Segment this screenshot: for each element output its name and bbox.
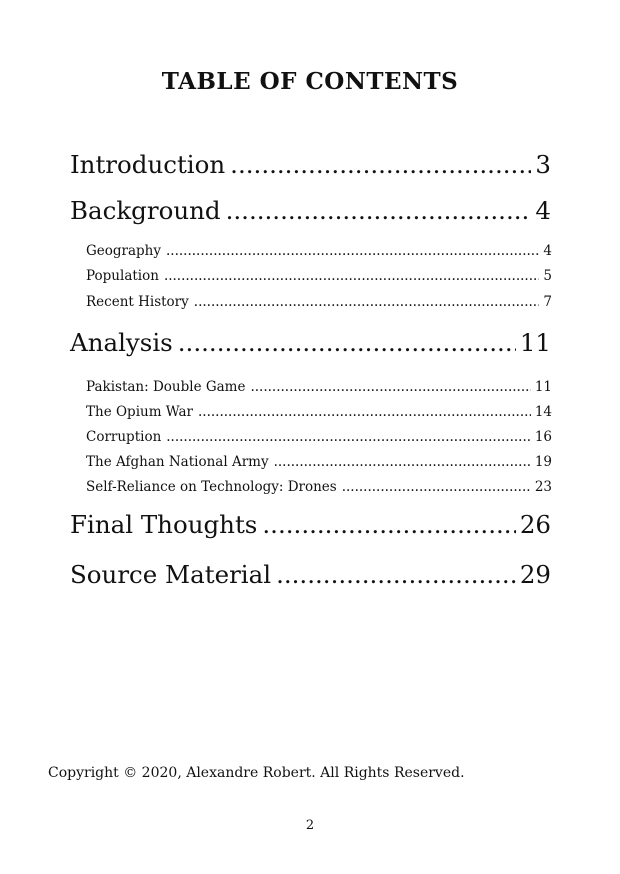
toc-subentry-title: Population — [86, 268, 159, 284]
toc-entry-title: Analysis — [70, 328, 173, 357]
toc-subentry-page: 5 — [543, 268, 552, 284]
toc-entry-page: 4 — [535, 196, 551, 225]
toc-subentry-pakistan-double-game[interactable] — [86, 377, 552, 397]
toc-subentry-page: 19 — [534, 454, 552, 470]
toc-subentry-corruption[interactable] — [86, 427, 552, 447]
toc-subentry-title: The Opium War — [86, 404, 193, 420]
toc-subentry-title: Geography — [86, 243, 162, 259]
toc-subentry-title: Recent History — [86, 294, 189, 310]
toc-leader-dots — [194, 292, 540, 312]
toc-subentry-title: Corruption — [86, 429, 162, 445]
toc-entry-background[interactable] — [70, 194, 551, 228]
toc-leader-dots — [164, 266, 539, 286]
toc-leader-dots — [276, 558, 516, 592]
page-number: 2 — [305, 818, 315, 833]
toc-subentry-opium-war[interactable] — [86, 402, 552, 422]
toc-leader-dots — [226, 194, 532, 228]
toc-entry-introduction[interactable] — [70, 148, 551, 182]
toc-subentry-title: The Afghan National Army — [86, 454, 269, 470]
toc-entry-page: 26 — [519, 510, 551, 539]
toc-entry-title: Source Material — [70, 560, 272, 589]
toc-subentry-page: 4 — [543, 243, 552, 259]
page-title: TABLE OF CONTENTS — [161, 68, 459, 95]
toc-leader-dots — [166, 427, 531, 447]
toc-subentry-title: Self-Reliance on Technology: Drones — [86, 479, 337, 495]
toc-entry-title: Final Thoughts — [70, 510, 258, 539]
toc-entry-page: 11 — [519, 328, 551, 357]
toc-subentry-drones[interactable] — [86, 477, 552, 497]
toc-entry-page: 3 — [535, 150, 551, 179]
toc-subentry-afghan-national-army[interactable] — [86, 452, 552, 472]
toc-subentry-geography[interactable] — [86, 241, 552, 261]
toc-entry-analysis[interactable] — [70, 326, 551, 360]
toc-subentry-recent-history[interactable] — [86, 292, 552, 312]
toc-leader-dots — [178, 326, 516, 360]
toc-subentry-population[interactable] — [86, 266, 552, 286]
toc-entry-title: Background — [70, 196, 221, 225]
toc-leader-dots — [166, 241, 539, 261]
toc-leader-dots — [230, 148, 531, 182]
toc-subentry-title: Pakistan: Double Game — [86, 379, 246, 395]
toc-entry-final-thoughts[interactable] — [70, 508, 551, 542]
toc-subentry-page: 14 — [534, 404, 552, 420]
toc-entry-source-material[interactable] — [70, 558, 551, 592]
toc-leader-dots — [342, 477, 531, 497]
toc-entry-page: 29 — [519, 560, 551, 589]
toc-leader-dots — [274, 452, 531, 472]
toc-leader-dots — [250, 377, 530, 397]
toc-subentry-page: 23 — [534, 479, 552, 495]
toc-subentry-page: 7 — [543, 294, 552, 310]
toc-entry-title: Introduction — [70, 150, 226, 179]
toc-leader-dots — [198, 402, 531, 422]
toc-leader-dots — [262, 508, 515, 542]
toc-subentry-page: 16 — [534, 429, 552, 445]
copyright-notice: Copyright © 2020, Alexandre Robert. All Rights Reserved. — [48, 765, 465, 781]
toc-subentry-page: 11 — [534, 379, 552, 395]
